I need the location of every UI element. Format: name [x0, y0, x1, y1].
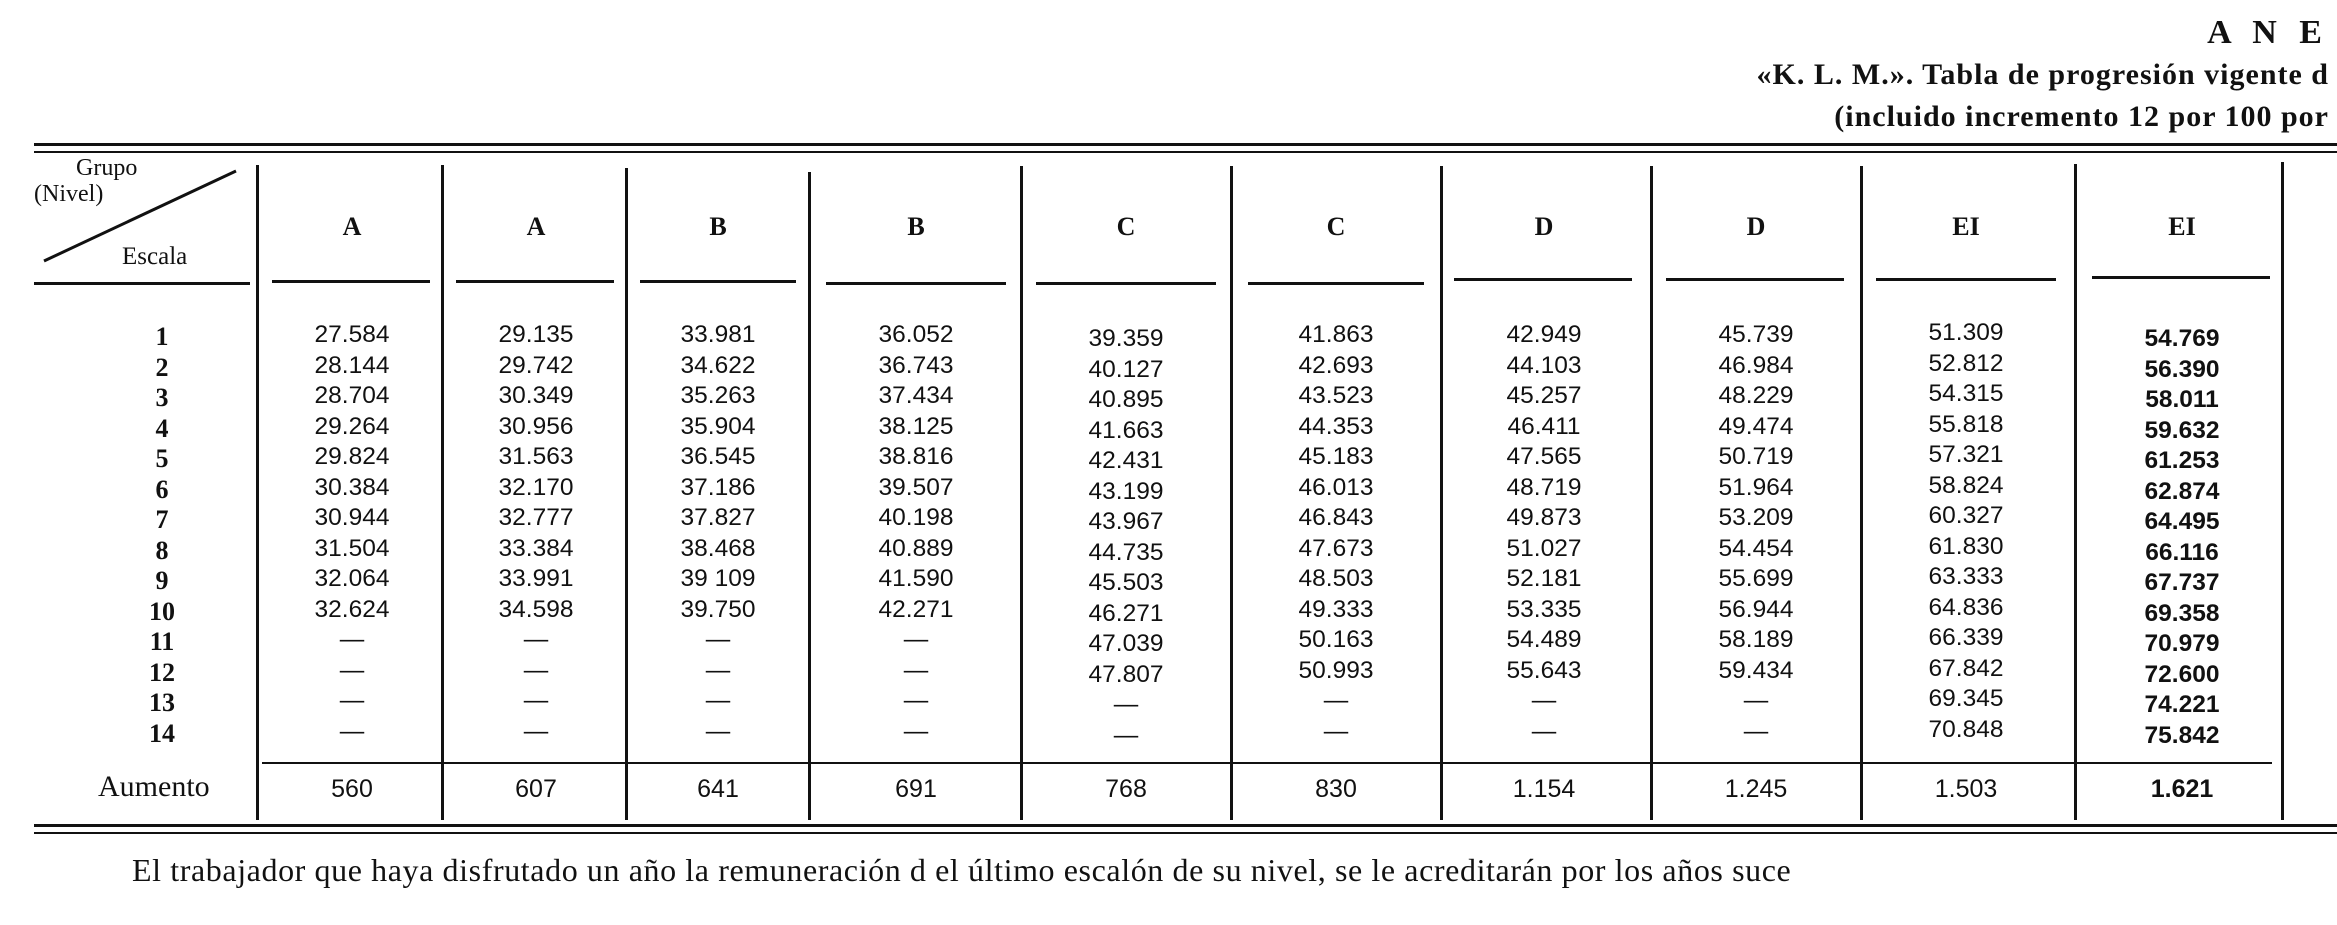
table-cell: 61.830 — [1928, 532, 2004, 560]
table-cell: 31.504 — [314, 534, 390, 562]
table-cell: 48.229 — [1718, 382, 1794, 409]
table-cell: 38.468 — [680, 534, 756, 562]
aumento-value: 1.154 — [1512, 775, 1576, 803]
table-cell: 37.434 — [878, 382, 954, 409]
table-cell: 41.590 — [878, 565, 954, 592]
table-cell: — — [339, 717, 365, 745]
table-title: «K. L. M.». Tabla de progresión vigente d — [1756, 58, 2329, 91]
table-cell: 29.264 — [314, 412, 390, 440]
table-cell: 54.489 — [1506, 626, 1582, 653]
escala-number: 7 — [155, 505, 169, 534]
table-cell: — — [903, 656, 929, 684]
table-cell: — — [523, 717, 549, 745]
table-cell: 51.964 — [1718, 473, 1794, 501]
table-cell: 74.221 — [2144, 691, 2220, 718]
table-cell: 54.454 — [1718, 534, 1794, 562]
table-cell: — — [1113, 721, 1139, 749]
table-cell: 29.824 — [314, 443, 390, 470]
col-divider — [1860, 166, 1863, 820]
table-cell: 34.622 — [680, 351, 756, 379]
escala-number: 8 — [155, 535, 169, 565]
col-header-c-1: C — [1116, 212, 1136, 241]
corner-label-grupo: Grupo — [76, 155, 138, 181]
col-underline — [1454, 278, 1632, 281]
table-cell: — — [339, 687, 365, 714]
table-cell: 70.979 — [2144, 630, 2220, 657]
table-cell: 55.818 — [1928, 410, 2004, 438]
table-cell: 39 109 — [680, 565, 756, 592]
table-cell: 45.503 — [1088, 569, 1164, 596]
bottom-rule-secondary — [34, 832, 2337, 834]
table-cell: 32.064 — [314, 565, 390, 592]
col-divider — [1650, 166, 1653, 820]
table-cell: 38.816 — [878, 443, 954, 470]
table-cell: 32.777 — [498, 504, 574, 531]
data-column-ei-1 — [1876, 318, 2056, 745]
escala-number: 3 — [155, 383, 169, 412]
escala-number: 14 — [149, 718, 175, 748]
table-cell: 28.144 — [314, 351, 390, 379]
table-cell: — — [339, 656, 365, 684]
col-divider — [1230, 166, 1233, 820]
table-cell: 64.836 — [1928, 593, 2004, 621]
table-cell: 47.807 — [1088, 660, 1164, 688]
bottom-rule — [34, 824, 2337, 827]
table-cell: 55.699 — [1718, 565, 1794, 592]
table-cell: 45.183 — [1298, 443, 1374, 470]
aumento-value: 1.621 — [2150, 775, 2214, 803]
escala-number: 4 — [155, 413, 169, 443]
data-column-d-1 — [1454, 320, 1634, 747]
table-cell: 45.257 — [1506, 382, 1582, 409]
table-cell: 27.584 — [314, 321, 390, 348]
table-cell: — — [339, 626, 365, 653]
table-cell: 44.103 — [1506, 351, 1582, 379]
table-cell: 42.949 — [1506, 321, 1582, 348]
col-header-a-1: A — [342, 212, 362, 241]
table-cell: — — [1113, 691, 1139, 718]
table-cell: 53.335 — [1506, 595, 1582, 623]
col-underline — [2092, 276, 2270, 279]
col-divider — [2281, 162, 2284, 820]
table-cell: 46.411 — [1507, 412, 1581, 440]
table-cell: 41.863 — [1298, 321, 1374, 348]
body-paragraph: El trabajador que haya disfrutado un año la remuneración d el último escalón de su nivel, se le acreditarán por los años suce — [132, 852, 1792, 888]
table-cell: 41.663 — [1088, 416, 1164, 444]
col-divider — [808, 172, 811, 820]
col-header-ei-1: EI — [1952, 212, 1980, 241]
table-cell: — — [705, 687, 731, 714]
table-cell: 38.125 — [878, 412, 954, 440]
col-divider — [1440, 166, 1443, 820]
table-cell: 47.565 — [1506, 443, 1582, 470]
table-cell: — — [523, 687, 549, 714]
table-cell: — — [903, 687, 929, 714]
table-cell: 45.739 — [1718, 321, 1794, 348]
table-cell: 30.384 — [314, 473, 390, 501]
col-underline — [1036, 282, 1216, 285]
data-column-b-2 — [826, 320, 1006, 747]
table-cell: 39.507 — [878, 473, 954, 501]
table-cell: 34.598 — [498, 595, 574, 623]
escala-number: 9 — [155, 566, 169, 595]
data-column-a-2 — [446, 320, 626, 747]
table-cell: 52.812 — [1928, 349, 2004, 377]
table-cell: 42.271 — [878, 595, 954, 623]
table-cell: — — [523, 626, 549, 653]
table-cell: 48.719 — [1506, 473, 1582, 501]
table-cell: 69.345 — [1928, 685, 2004, 712]
table-cell: 58.011 — [2145, 386, 2219, 413]
table-cell: 51.309 — [1928, 319, 2004, 346]
aumento-label: Aumento — [98, 770, 210, 803]
table-cell: 50.993 — [1298, 656, 1374, 684]
table-cell: 39.750 — [680, 595, 756, 623]
table-cell: 56.944 — [1718, 595, 1794, 623]
table-cell: — — [1323, 687, 1349, 714]
table-cell: 62.874 — [2144, 477, 2220, 505]
table-cell: 46.271 — [1088, 599, 1164, 627]
table-cell: — — [1531, 687, 1557, 714]
table-cell: 47.039 — [1088, 630, 1164, 657]
table-cell: 64.495 — [2144, 508, 2220, 535]
annex-title: A N E — [2207, 14, 2329, 51]
table-cell: — — [523, 656, 549, 684]
table-cell: 49.333 — [1298, 595, 1374, 623]
aumento-value: 768 — [1105, 775, 1147, 803]
data-column-a-1 — [262, 320, 442, 747]
table-cell: 40.127 — [1088, 355, 1164, 383]
table-cell: 39.359 — [1088, 325, 1164, 352]
table-cell: 43.199 — [1088, 477, 1164, 505]
col-header-b-2: B — [907, 212, 925, 241]
escala-number: 11 — [149, 627, 175, 656]
col-header-ei-2: EI — [2168, 212, 2196, 241]
table-cell: 29.135 — [498, 321, 574, 348]
col-header-d-2: D — [1746, 212, 1766, 241]
table-cell: 46.843 — [1298, 504, 1374, 531]
table-cell: — — [1743, 687, 1769, 714]
table-cell: 33.384 — [498, 534, 574, 562]
table-cell: 56.390 — [2144, 355, 2220, 383]
data-column-b-1 — [628, 320, 808, 747]
col-underline — [826, 282, 1006, 285]
table-cell: 49.873 — [1506, 504, 1582, 531]
table-cell: 50.719 — [1718, 443, 1794, 470]
aumento-value: 1.245 — [1724, 775, 1788, 803]
table-cell: 43.967 — [1088, 508, 1164, 535]
table-cell: — — [705, 717, 731, 745]
data-column-ei-2 — [2092, 324, 2272, 751]
table-cell: 29.742 — [498, 351, 574, 379]
table-cell: 54.315 — [1928, 380, 2004, 407]
table-cell: 36.743 — [878, 351, 954, 379]
table-cell: 52.181 — [1506, 565, 1582, 592]
aumento-value: 691 — [895, 775, 937, 803]
table-cell: 46.013 — [1298, 473, 1374, 501]
table-cell: 43.523 — [1298, 382, 1374, 409]
table-cell: 42.693 — [1298, 351, 1374, 379]
col-header-d-1: D — [1534, 212, 1554, 241]
table-cell: 33.991 — [498, 565, 574, 592]
table-cell: 40.198 — [878, 504, 954, 531]
table-cell: 44.353 — [1298, 412, 1374, 440]
corner-diagonal — [40, 165, 240, 265]
table-cell: 32.170 — [498, 473, 574, 501]
table-cell: 28.704 — [314, 382, 390, 409]
table-cell: 31.563 — [498, 443, 574, 470]
data-column-d-2 — [1666, 320, 1846, 747]
table-cell: 69.358 — [2144, 599, 2220, 627]
table-cell: 42.431 — [1088, 447, 1164, 474]
table-cell: 59.632 — [2144, 416, 2220, 444]
escala-number: 12 — [149, 657, 175, 687]
escala-number: 6 — [155, 474, 169, 504]
table-cell: 47.673 — [1298, 534, 1374, 562]
col-underline — [1248, 282, 1424, 285]
table-cell: 58.189 — [1718, 626, 1794, 653]
top-rule — [34, 143, 2337, 146]
escala-number: 2 — [155, 352, 169, 382]
table-cell: 40.895 — [1088, 386, 1164, 413]
col-underline — [1876, 278, 2056, 281]
table-cell: — — [705, 626, 731, 653]
col-underline — [272, 280, 430, 283]
data-column-c-2 — [1246, 320, 1426, 747]
table-cell: 61.253 — [2144, 447, 2220, 474]
col-header-b-1: B — [709, 212, 727, 241]
escala-number: 1 — [155, 322, 169, 351]
table-cell: 30.956 — [498, 412, 574, 440]
escala-column — [112, 322, 212, 749]
table-cell: 36.052 — [878, 321, 954, 348]
table-cell: 46.984 — [1718, 351, 1794, 379]
table-cell: 60.327 — [1928, 502, 2004, 529]
corner-label-nivel: (Nivel) — [34, 181, 104, 207]
escala-number: 5 — [155, 444, 169, 473]
table-cell: 54.769 — [2144, 325, 2220, 352]
aumento-value: 1.503 — [1934, 775, 1998, 803]
escala-number: 13 — [149, 688, 175, 717]
aumento-value: 560 — [331, 775, 373, 803]
table-cell: 36.545 — [680, 443, 756, 470]
col-underline — [456, 280, 614, 283]
table-cell: — — [1531, 717, 1557, 745]
table-cell: — — [705, 656, 731, 684]
col-underline — [1666, 278, 1844, 281]
aumento-value: 641 — [697, 775, 739, 803]
table-subtitle: (incluido incremento 12 por 100 por — [1834, 100, 2329, 133]
top-rule-secondary — [34, 151, 2337, 153]
table-cell: 49.474 — [1718, 412, 1794, 440]
table-cell: 30.349 — [498, 382, 574, 409]
table-cell: 44.735 — [1088, 538, 1164, 566]
table-cell: 57.321 — [1928, 441, 2004, 468]
table-cell: 35.263 — [680, 382, 756, 409]
table-cell: — — [1743, 717, 1769, 745]
table-cell: — — [1323, 717, 1349, 745]
col-underline — [640, 280, 796, 283]
col-header-a-2: A — [526, 212, 546, 241]
table-cell: 51.027 — [1506, 534, 1582, 562]
table-cell: 58.824 — [1928, 471, 2004, 499]
table-cell: 55.643 — [1506, 656, 1582, 684]
table-cell: 75.842 — [2144, 721, 2220, 749]
table-cell: 40.889 — [878, 534, 954, 562]
table-cell: 59.434 — [1718, 656, 1794, 684]
aumento-value: 607 — [515, 775, 557, 803]
col-divider — [2074, 164, 2077, 820]
corner-underline — [34, 282, 250, 285]
escala-number: 10 — [149, 596, 175, 626]
table-cell: 35.904 — [680, 412, 756, 440]
table-cell: 72.600 — [2144, 660, 2220, 688]
col-divider — [1020, 166, 1023, 820]
table-cell: 37.827 — [680, 504, 756, 531]
table-cell: 53.209 — [1718, 504, 1794, 531]
table-cell: 48.503 — [1298, 565, 1374, 592]
table-cell: 67.842 — [1928, 654, 2004, 682]
table-cell: 50.163 — [1298, 626, 1374, 653]
col-header-c-2: C — [1326, 212, 1346, 241]
table-cell: 33.981 — [680, 321, 756, 348]
table-cell: — — [903, 626, 929, 653]
table-cell: 32.624 — [314, 595, 390, 623]
table-cell: 66.339 — [1928, 624, 2004, 651]
table-cell: 66.116 — [2145, 538, 2219, 566]
table-cell: 37.186 — [680, 473, 756, 501]
table-cell: 67.737 — [2144, 569, 2220, 596]
data-column-c-1 — [1036, 324, 1216, 751]
col-divider — [256, 165, 259, 820]
table-cell: — — [903, 717, 929, 745]
table-cell: 30.944 — [314, 504, 390, 531]
aumento-value: 830 — [1315, 775, 1357, 803]
table-cell: 70.848 — [1928, 715, 2004, 743]
table-cell: 63.333 — [1928, 563, 2004, 590]
corner-label-escala: Escala — [122, 243, 188, 270]
aumento-rule — [262, 762, 2272, 764]
